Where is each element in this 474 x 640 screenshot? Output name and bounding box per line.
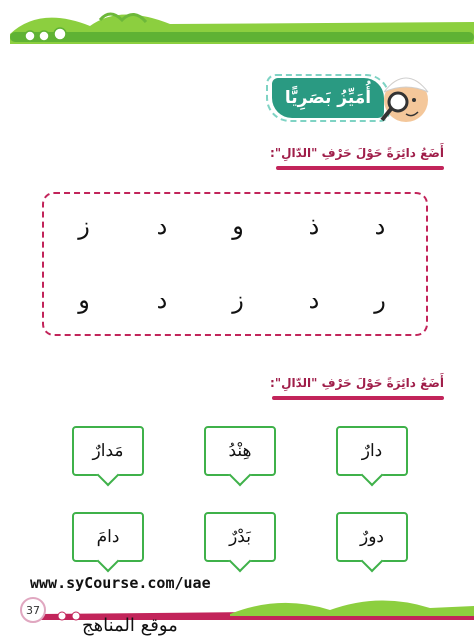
word-card-text: هِنْدُ — [228, 441, 252, 461]
instruction-letters: أَضَعُ دائِرَةً حَوْلَ حَرْفِ "الدّالِ": — [270, 146, 444, 160]
letter-cell[interactable]: د — [308, 286, 320, 314]
section-title-text: أُمَيِّزُ بَصَرِيًّا — [284, 88, 372, 108]
letter-cell[interactable]: ذ — [308, 212, 320, 240]
letter-cell[interactable]: د — [156, 212, 168, 240]
letter-cell[interactable]: ز — [232, 286, 244, 314]
word-card-text: دارٌ — [361, 441, 383, 461]
top-decorative-banner — [0, 0, 474, 60]
word-card[interactable] — [72, 426, 144, 476]
word-card[interactable] — [204, 426, 276, 476]
instruction-words: أَضَعُ دائِرَةً حَوْلَ حَرْفِ "الدّالِ": — [270, 376, 444, 390]
word-card[interactable] — [336, 426, 408, 476]
letter-cell[interactable]: د — [156, 286, 168, 314]
word-card[interactable] — [336, 512, 408, 562]
bottom-decorative-banner — [0, 590, 474, 640]
word-card-text: دورٌ — [360, 527, 384, 547]
instruction-underline — [276, 166, 444, 170]
word-card[interactable] — [72, 512, 144, 562]
watermark-text: موقع المناهج — [82, 615, 178, 636]
letter-cell[interactable]: و — [78, 286, 90, 314]
word-card-text: دامَ — [96, 527, 120, 547]
word-card-text: بَدْرٌ — [229, 527, 251, 547]
letter-cell[interactable]: د — [374, 212, 386, 240]
page-number: 37 — [20, 597, 46, 623]
letter-cell[interactable]: ر — [374, 286, 386, 314]
letter-cell[interactable]: و — [232, 212, 244, 240]
word-card[interactable] — [204, 512, 276, 562]
watermark-url: www.syCourse.com/uae — [30, 574, 211, 592]
instruction-underline — [272, 396, 444, 400]
boy-magnifier-icon — [370, 62, 440, 132]
word-card-text: مَدارٌ — [92, 441, 124, 461]
letter-cell[interactable]: ز — [78, 212, 90, 240]
section-title — [272, 78, 384, 118]
